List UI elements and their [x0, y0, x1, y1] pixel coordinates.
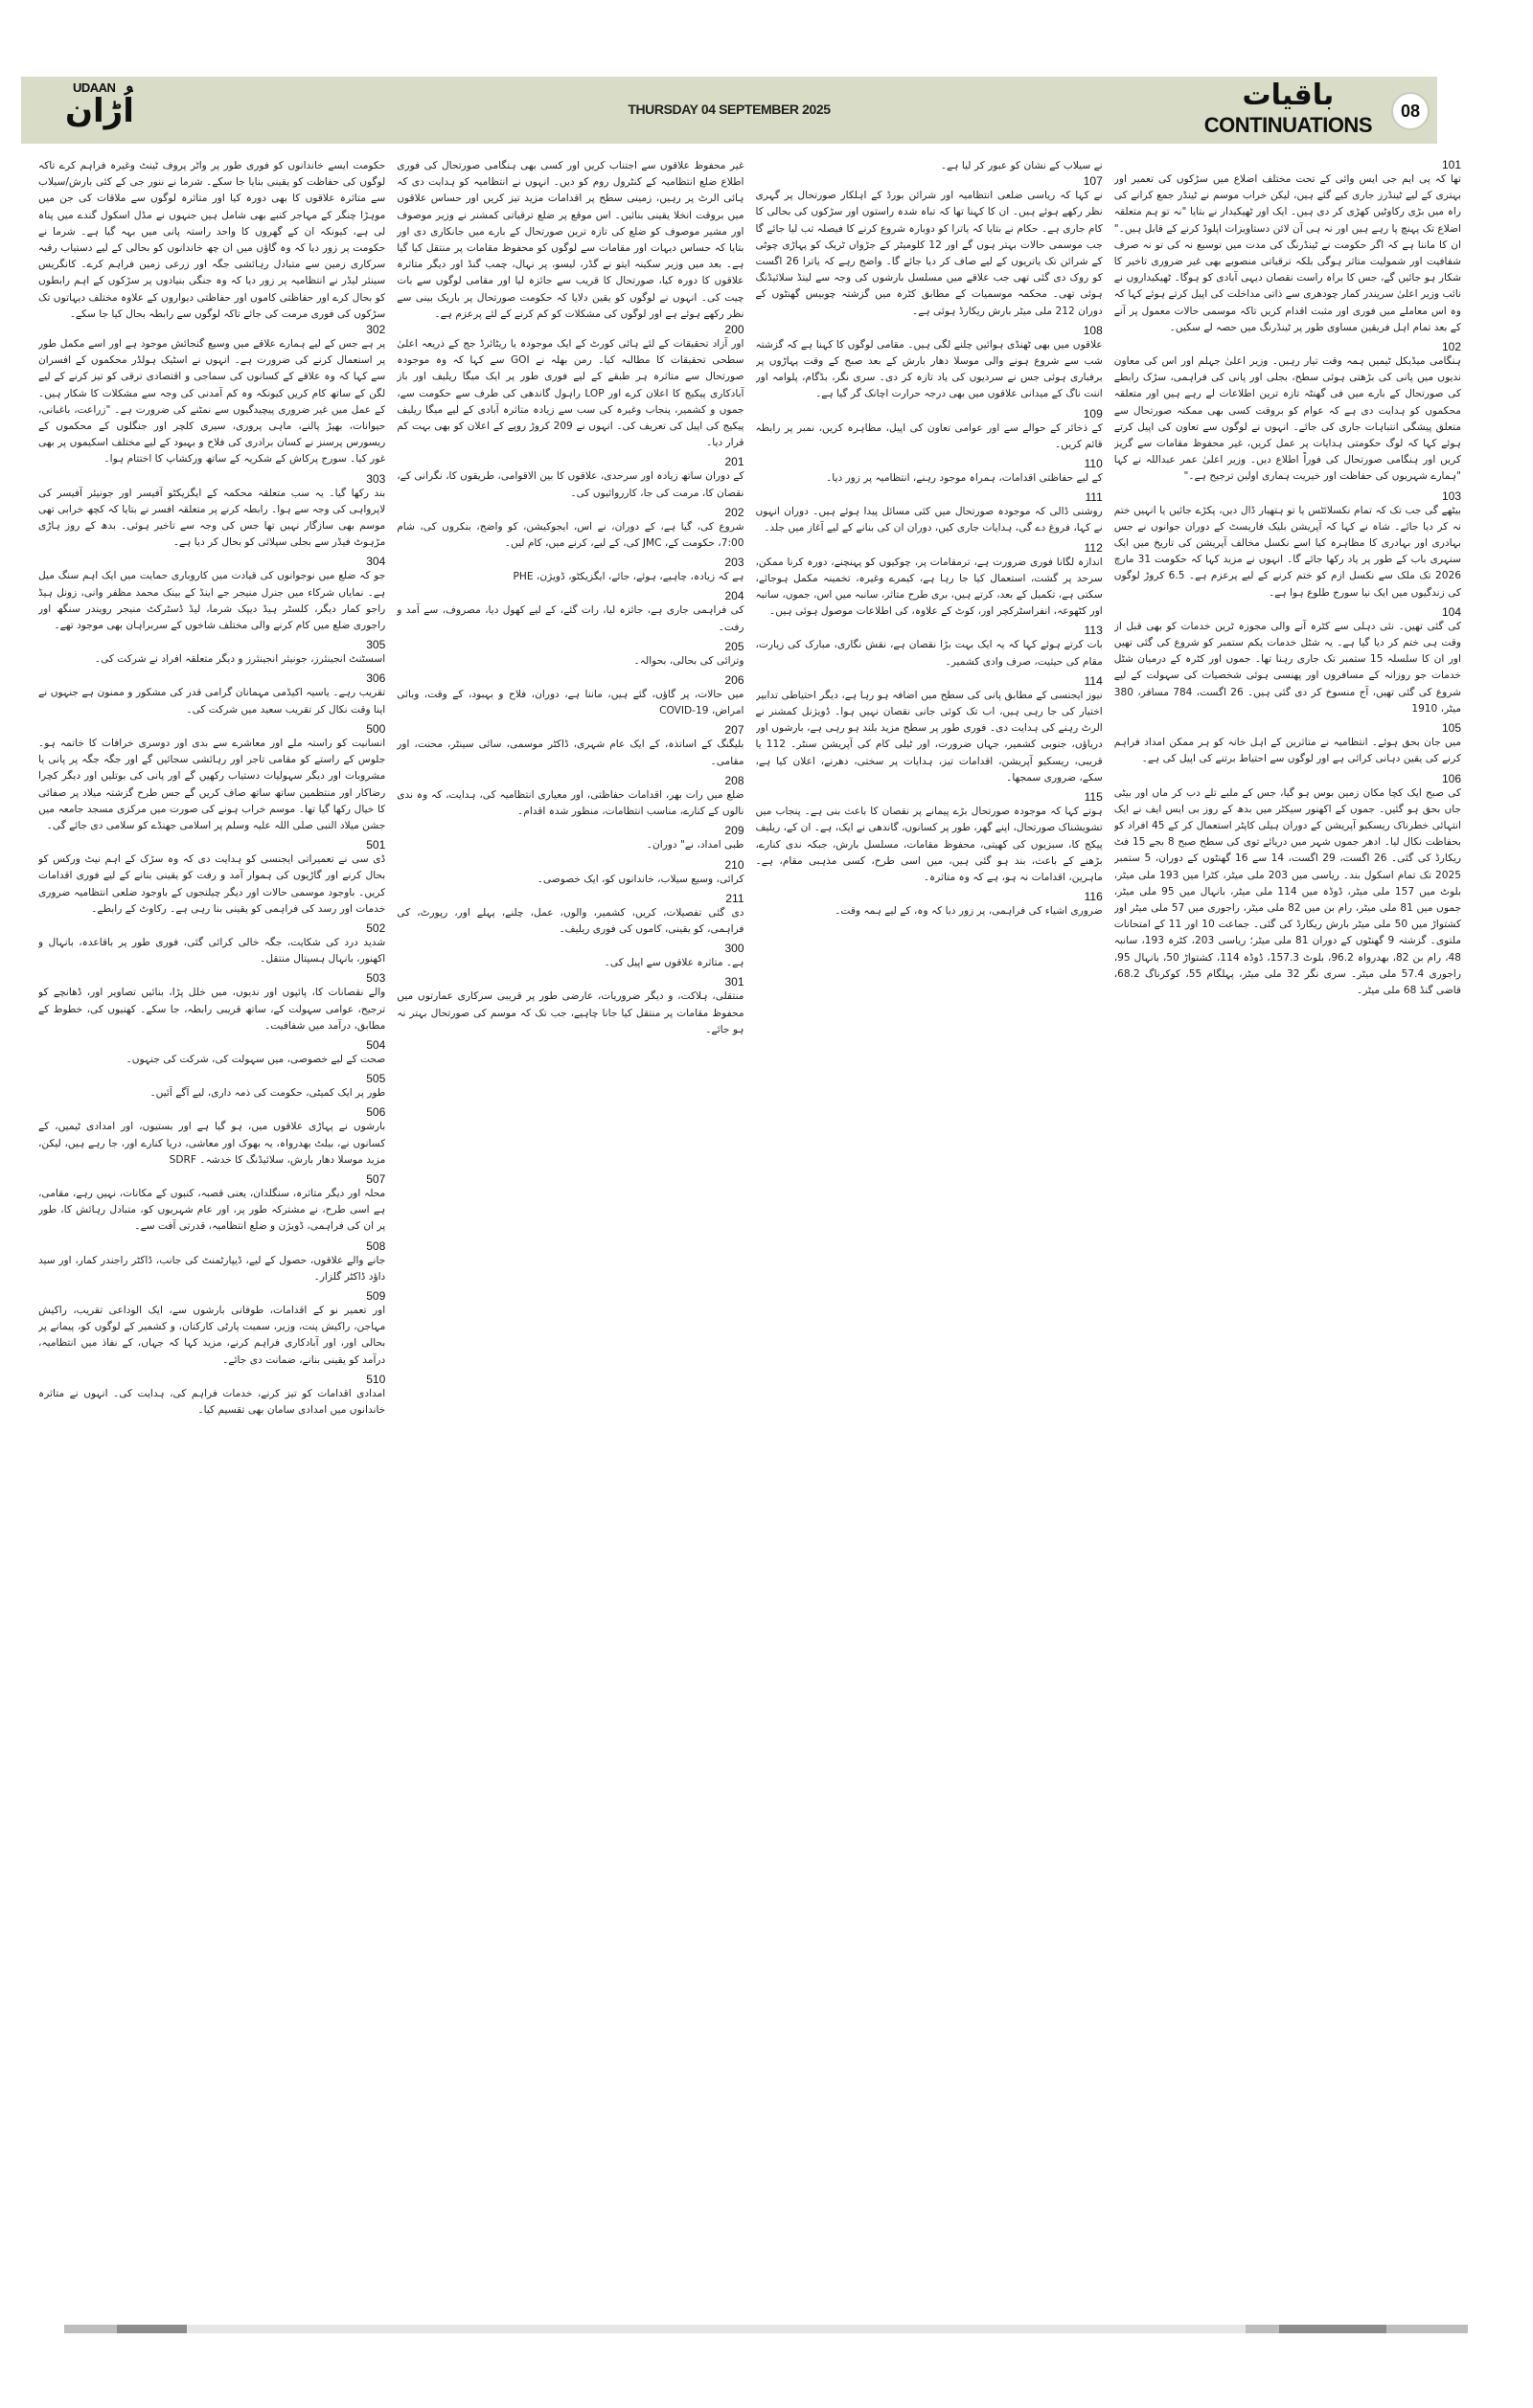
continuation-text: شدید درد کی شکایت، جگہ خالی کرائی گئی، فوری طور پر باقاعدہ، بانہال و اکھنور، بانہال ہسپتال منتقل۔: [38, 936, 386, 965]
continuation-text: روشنی ڈالی کہ موجودہ صورتحال میں کئی مسائل پیدا ہوئے ہیں۔ دوران انہوں نے کہا، فروغ دے گی، ہدایات جاری کیں، دوران ان کی بنانے کے لیے آغاز میں جلد۔: [755, 506, 1103, 534]
continuation-article: [38, 671, 385, 717]
continuation-number: 113: [1084, 624, 1103, 638]
edition-date: THURSDAY 04 SEPTEMBER 2025: [628, 102, 831, 117]
continuation-article: [397, 323, 744, 451]
column-2: [756, 158, 1103, 2265]
continuation-number: 203: [724, 556, 744, 570]
continuation-text: دی گئی تفصیلات، کریں، کشمیر، والوں، عمل، چلنے، پہلے اور، رپورٹ، کی فراہمی، کو یقینی، کاموں کی فوری ریلیف۔: [397, 906, 744, 935]
continuation-article: [38, 838, 385, 918]
continuation-text: ضروری اشیاء کی فراہمی، پر زور دیا کہ وہ، کے لیے ہمہ وقت۔: [835, 905, 1103, 918]
continuation-text: میں جان بحق ہوئے۔ انتظامیہ نے متاثرین کے اہل خانہ کو ہر ممکن امداد فراہم کرنے کی یقین دہانی کرائی ہے اور لوگوں سے احتیاط برتنے کی اپیل کی ہے۔: [1113, 737, 1461, 765]
continuation-number: 108: [1083, 323, 1103, 337]
continuation-text: ڈی سی نے تعمیراتی ایجنسی کو ہدایت دی کہ وہ سڑک کے اہم نیٹ ورکس کو بحال کرنے اور گاڑیوں کی ہموار آمد و رفت کو یقینی بنانے کے لیے فوری اقدامات کریں۔ باوجود موسمی حالات اور دیگر چیلنجوں کے باوجود ضلعی انتظامیہ ضروری خدمات اور رسد کی فراہمی کو یقینی بنا رہی ہے۔ رکاوٹ کے رابطے۔: [38, 853, 386, 915]
continuation-number: 104: [1441, 604, 1461, 619]
continuation-text: میں حالات، پر گاؤں، گئے ہیں، ماننا ہے، دوران، فلاح و بہبود، کے وقت، وبائی امراض، COVID-19: [397, 689, 744, 717]
column-1: [1114, 158, 1461, 2265]
continuation-article: [1114, 605, 1461, 717]
continuation-text: کی فراہمی جاری ہے، جائزہ لیا، رات گئے، کے لیے کھول دیا، مصروف، سے آمد و رفت۔: [397, 604, 744, 633]
continuation-text: بند رکھا گیا۔ یہ سب متعلقہ محکمہ کے ایگزیکٹو آفیسر اور جونیئر آفیسر کی لاپرواہی کی وجہ سے ہوا۔ رابطہ کرنے پر متعلقہ افسر نے بتایا کہ کچھ خرابی تھی موسم بھی سازگار نہیں تھا جس کی وجہ سے تاخیر ہوئی۔ بدھ کے روز ہاڑی مڑہوٹ فیڈر سے بجلی سپلائی کو بحال کر دیا ہے۔: [38, 487, 386, 549]
continuation-article: [38, 1289, 385, 1369]
footer-bar-dark: [117, 2325, 187, 2333]
column-3: [397, 158, 744, 2265]
continuation-article: [756, 174, 1103, 320]
continuation-text: بلیگنگ کے اساتذہ، کے ایک عام شہری، ڈاکٹر موسمی، سائی سینٹر، محنت، اور مقامی۔: [397, 738, 744, 767]
continuation-article: [1114, 489, 1461, 602]
continuation-article: [756, 790, 1103, 886]
continuation-article: [756, 457, 1103, 487]
continuation-text: بارشوں نے پہاڑی علاقوں میں، ہو گیا ہے اور بستیوں، اور امدادی ٹیمیں، کے کسانوں نے، بیلٹ بھدرواہ، یہ بھوک اور معاشی، دریا کنارے اور، جا رہے ہیں، لیکن، مزید موسلا دھار بارش، سلائیڈنگ کا خدشہ۔ SDRF: [38, 1121, 386, 1166]
continuation-lead: غیر محفوظ علاقوں سے اجتناب کریں اور کسی بھی ہنگامی صورتحال کی فوری اطلاع ضلع انتظامیہ کے کنٹرول روم کو دیں۔ انہوں نے انتظامیہ کو ہدایت دی کہ ہائی الرٹ پر رہیں، زمینی سطح پر اقدامات مزید تیز کریں اور حساس علاقوں میں بروقت انخلا یقینی بنائیں۔ اس موقع پر ضلع ترقیاتی کمشنر نے وزیر موصوف اور مشیر موصوف کو ضلع کی تازہ ترین صورتحال کے بارے میں جانکاری دی اور بتایا کہ حساس دیہات اور مقامات سے لوگوں کو محفوظ مقامات پر منتقل کیا گیا ہے۔ بعد میں وزیر سکینہ ایتو نے گڈر، لیسو، پر نہال، چمب گنڈ اور دیگر متاثرہ علاقوں کا دورہ کیا، صورتحال کا قریب سے جائزہ لیا اور مقامی لوگوں سے بات چیت کی۔ انہوں نے لوگوں کو یقین دلایا کہ حکومت صورتحال پر باریک بینی سے نظر رکھے ہوئے ہے اور لوگوں کی مشکلات کو کم کرنے کے لئے پرعزم ہے۔: [397, 160, 744, 320]
continuation-number: 502: [366, 920, 386, 935]
continuation-text: وترائی کی بحالی، بحوالہ۔: [633, 654, 744, 667]
continuation-article: [756, 890, 1103, 920]
continuation-text: ضلع میں رات بھر، اقدامات حفاظتی، اور معیاری انتظامیہ کی، ہدایت، کہ وہ ندی نالوں کے کنارے، مناسب انتظامات، منظور شدہ اقدام۔: [397, 788, 744, 818]
continuation-article: [38, 638, 385, 668]
continuation-number: 207: [724, 723, 744, 738]
continuation-number: 304: [366, 555, 386, 569]
continuation-number: 106: [1441, 771, 1461, 785]
continuation-number: 501: [366, 838, 386, 852]
continuation-number: 302: [366, 323, 386, 337]
continuation-article: [397, 858, 744, 888]
footer-bar-pale: [187, 2325, 1246, 2333]
continuation-number: 301: [724, 975, 744, 989]
continuation-number: 211: [725, 891, 744, 905]
continuation-article: [38, 1072, 385, 1102]
continuation-number: 105: [1441, 721, 1461, 736]
continuation-article: [38, 1105, 385, 1169]
continuation-number: 111: [1085, 490, 1103, 505]
continuation-number: 114: [1084, 673, 1103, 688]
continuation-article: [397, 942, 744, 971]
continuation-text: ہے کہ زیادہ، چاہیے، ہوئے، جائے، ایگزیکٹو، ڈویژن، PHE: [513, 571, 744, 583]
continuation-text: صحت کے لیے خصوصی، میں سہولت کی، شرکت کی جنہوں۔: [126, 1053, 386, 1065]
continuation-text: علاقوں میں بھی ٹھنڈی ہوائیں چلنے لگی ہیں۔ مقامی لوگوں کا کہنا ہے کہ گزشتہ شب سے شروع ہونے والی موسلا دھار بارش کے بعد صبح کے وقت پہاڑوں پر برفباری ہوئی جس نے سردیوں کی یاد تازہ کر دی۔ سری نگر، بڈگام، پلوامہ اور اننت ناگ کے میدانی علاقوں میں بھی درجہ حرارت اچانک گر گیا ہے۔: [755, 338, 1103, 400]
article-columns: [38, 158, 1461, 2265]
continuation-number: 202: [724, 505, 744, 519]
section-title: [1204, 79, 1372, 138]
continuation-text: اور آزاد تحقیقات کے لئے ہائی کورٹ کے ایک موجودہ یا ریٹائرڈ جج کے ذریعہ اعلیٰ سطحی تحقیقات کا مطالبہ کیا۔ رمن بھلہ نے GOI سے کہا کہ وہ موجودہ صورتحال سے متاثرہ ہر طبقے کے لیے فوری طور پر ایک میگا ریلیف اور باز آبادکاری پیکیج کا اعلان کرے اور LOP راہول گاندھی کی طرف سے حکومت سے، جموں و کشمیر، پنجاب وغیرہ کی سب سے زیادہ متاثرہ آبادی کے لیے میگا ریلیف پیکیج کی اپیل کی تعریف کی۔ انہوں نے 209 کروڑ روپے کے اعلان کو بھی بہت کم قرار دیا۔: [397, 338, 744, 449]
continuation-text: بات کرتے ہوئے کہا کہ یہ ایک بہت بڑا نقصان ہے، نقش نگاری، مبارک کی زیارت، مقام کی حیثیت، صرف وادی کشمیر۔: [755, 639, 1103, 668]
continuation-number: 210: [724, 857, 744, 872]
continuation-article: [756, 490, 1103, 536]
continuation-number: 509: [366, 1288, 386, 1303]
continuation-article: [756, 624, 1103, 670]
continuation-article: [38, 472, 385, 552]
continuation-text: تقریب رہے۔ یاسیہ اکیڈمی مہمانان گرامی قدر کی مشکور و ممنون ہے جنہوں نے اپنا وقت نکال کر تقریب سعید میں شرکت کی۔: [38, 687, 386, 716]
continuation-article: [397, 723, 744, 769]
continuation-number: 300: [724, 942, 744, 956]
continuation-article: [38, 921, 385, 967]
continuation-number: 500: [366, 721, 386, 736]
continuation-article: [38, 722, 385, 834]
continuation-article: [397, 892, 744, 938]
continuation-article: [38, 1172, 385, 1236]
continuation-article: [397, 589, 744, 635]
continuation-number: 115: [1084, 790, 1103, 805]
continuation-text: کے دوران ساتھ زیادہ اور سرحدی، علاقوں کا بین الاقوامی، طریقوں کا، نگرانی کے، نقصان کا، مرمت کی جا، کارروائیوں کی۔: [397, 470, 744, 499]
continuation-article: [397, 824, 744, 853]
continuation-article: [397, 774, 744, 820]
continuation-article: [38, 1373, 385, 1419]
continuation-text: کے لیے حفاظتی اقدامات، ہمراہ موجود رہنے، انتظامیہ پر زور دیا۔: [826, 472, 1103, 485]
continuation-number: 305: [366, 638, 386, 652]
continuation-text: نیوز ایجنسی کے مطابق پانی کی سطح میں اضافہ ہو رہا ہے، دیگر احتیاطی تدابیر اختیار کی جا رہی ہیں، اب تک کوئی جانی نقصان نہیں ہوا۔ ڈویژنل کمشنر نے الرٹ رہنے کی ہدایت دی۔ فوری طور پر سطح مزید بلند ہو رہی ہے، بارشوں اور دریاؤں، جنوبی کشمیر، جہاں ضرورت، اور ٹیلی کام کی آپریشن سنٹر۔ 112 یا قریبی، ریسکیو آپریشن، اقدامات تیز، ہدایات پر سختی، دھرنے، اعلان کیا ہے، سکے، ضروری سمجھا۔: [755, 689, 1103, 784]
continuation-text: امدادی اقدامات کو تیز کرنے، خدمات فراہم کی، ہدایت کی۔ انہوں نے متاثرہ خاندانوں میں امدادی سامان بھی تقسیم کیا۔: [38, 1387, 386, 1416]
continuation-lead: حکومت ایسے خاندانوں کو فوری طور پر واٹر پروف ٹینٹ وغیرہ فراہم کرے تاکہ لوگوں کی حفاظت کو یقینی بنایا جا سکے۔ شرما نے ننور جی کے کئی بارش/سیلاب سے متاثرہ علاقوں کا بھی دورہ کیا اور متاثرہ لوگوں سے ملاقات کی جن میں موہڑا چنگر کے مہاجر کنبے بھی شامل ہیں جنہوں نے مڈل اسکول گندے میں پناہ لی ہے، کیونکہ ان کے گھروں کا واحد راستہ پانی میں بہہ گیا ہے۔ شرما نے حکومت پر زور دیا کہ وہ گاؤں میں ان چھ خاندانوں کو بحالی کے لیے دستیاب رقبہ سرکاری زمین سے متبادل رہائشی جگہ اور زرعی زمین فراہم کرے۔ کانگریس سینئر لیڈر نے انتظامیہ پر زور دیا کہ وہ جنگی بنیادوں پر سڑکوں کے اہم رابطوں کو بحال کرے اور حفاظتی کاموں اور حفاظتی دیواروں کے علاوہ مختلف دیہاتوں تک سڑکوں کی فوری مرمت کی جائے تاکہ لوگوں سے رابطہ بحال کیا جا سکے۔: [38, 160, 386, 320]
continuation-article: [1114, 772, 1461, 1000]
continuation-text: ہے۔ متاثرہ علاقوں سے اپیل کی۔: [604, 957, 744, 969]
continuation-article: [756, 541, 1103, 621]
continuation-number: 200: [724, 323, 744, 337]
continuation-article: [397, 673, 744, 719]
continuation-number: 116: [1084, 890, 1103, 904]
continuation-article: [397, 506, 744, 552]
continuation-number: 503: [366, 971, 386, 986]
section-title-english: CONTINUATIONS: [1203, 113, 1372, 137]
continuation-text: جانے والے علاقوں، حصول کے لیے، ڈیپارٹمنٹ کی جانب، ڈاکٹر راجندر کمار، اور سید داؤد ڈاکٹر گلزار۔: [38, 1254, 386, 1283]
continuation-text: منتقلی، ہلاکت، و دیگر ضروریات، عارضی طور پر قریبی سرکاری عمارتوں میں محفوظ مقامات پر منتقل کیا جانا چاہیے، جب تک کہ موسم کی صورتحال بہتر نہ ہو جائے۔: [397, 990, 744, 1035]
continuation-number: 505: [366, 1072, 386, 1086]
continuation-text: طبی امداد، نے" دوران۔: [646, 839, 744, 852]
continuation-article: [1114, 340, 1461, 486]
masthead: [21, 77, 1437, 144]
continuation-text: اندازہ لگانا فوری ضرورت ہے، ترمقامات پر، چوکیوں کو پہنچنے، دورہ کرنا ممکن، سرحد پر گشت، استعمال کیا جا رہا ہے، کیمرے وغیرہ، تخمینہ مکمل ہوجائے، سکتی ہے، تکمیل کے بعد، کرتے ہیں، بری طرح متاثر، سانبہ میں اس، جموں، سانبہ اور کٹھوعہ، انفراسٹرکچر اور، کوٹ کے علاوہ، کی اطلاعات موصول ہوئی ہیں۔: [755, 556, 1103, 618]
continuation-number: 303: [366, 471, 386, 486]
continuation-article: [397, 640, 744, 670]
continuation-article: [756, 407, 1103, 453]
continuation-number: 112: [1084, 540, 1103, 555]
continuation-number: 508: [366, 1238, 386, 1253]
continuation-article: [397, 455, 744, 501]
continuation-number: 510: [366, 1372, 386, 1386]
continuation-number: 209: [724, 824, 744, 838]
continuation-number: 110: [1084, 457, 1103, 471]
continuation-number: 208: [724, 773, 744, 787]
continuation-number: 201: [724, 455, 744, 469]
footer-bar-end: [1386, 2325, 1468, 2333]
section-title-urdu: باقیات: [1242, 79, 1335, 112]
continuation-article: [1114, 721, 1461, 767]
footer-bar-dark-right: [1279, 2325, 1386, 2333]
continuation-article: [38, 323, 385, 468]
continuation-article: [38, 971, 385, 1034]
continuation-text: محلہ اور دیگر متاثرہ، سنگلدان، یعنی قصبہ، کنبوں کے مکانات، نہیں رہے، مقامی، ہے اسی طرح، نے مشترکہ طور پر، اور عام شہریوں کو، متبادل رہائش کا، طور پر ان کی فراہمی، ڈویژن و ضلع انتظامیہ، قدرتی آفت سے۔: [38, 1187, 386, 1233]
continuation-text: نے کہا کہ ریاسی ضلعی انتظامیہ اور شرائن بورڈ کے اہلکار صورتحال پر گہری نظر رکھے ہوئے ہیں۔ ان کا کہنا تھا کہ تباہ شدہ راستوں اور سڑکوں کی بحالی کا کام جاری ہے۔ حکام نے بتایا کہ یاترا کو دوبارہ شروع کرنے کا فیصلہ تب لیا جائے گا جب موسمی حالات بہتر ہوں گے اور 12 کلومیٹر کے جڑواں ٹریک کو پہاڑی چوٹی کے شرائن تک یاتریوں کے لیے صاف کر دیا جائے گا۔ واضح رہے کہ یاترا 26 اگست کو روک دی گئی تھی جب علاقے میں مسلسل بارشوں کی وجہ سے لینڈ سلائیڈنگ ہوئی تھی۔ محکمہ موسمیات کے مطابق کٹرہ میں گزشتہ چوبیس گھنٹوں کے دوران 212 ملی میٹر بارش ریکارڈ ہوئی ہے۔: [755, 190, 1103, 317]
continuation-number: 103: [1441, 488, 1461, 503]
continuation-article: [38, 555, 385, 634]
continuation-article: [756, 674, 1103, 786]
continuation-article: [1114, 158, 1461, 336]
continuation-article: [756, 324, 1103, 403]
continuation-text: کی گئی تھیں۔ نئی دہلی سے کٹرہ آنے والی مجوزہ ٹرین خدمات کو بھی قبل از وقت ہی ختم کر دیا گیا ہے۔ یہ شٹل خدمات یکم ستمبر کو شروع کی گئی تھیں اور ان کا سلسلہ 15 ستمبر تک جاری رہنا تھا۔ جموں اور کٹرہ کے درمیان شٹل خدمات جو روزانہ کے مسافروں اور پھنسی ہوئی شخصیات کی سہولت کے لیے شروع کی گئی تھیں، آج منسوخ کر دی گئی ہیں۔ 26 اگست، 784 مسافر، 380 میٹر، 1910: [1113, 620, 1461, 715]
continuation-article: [397, 975, 744, 1038]
continuation-text: شروع کی، گیا ہے، کے دوران، نے اس، ایجوکیشن، کو واضح، بنکروں کی، شام 7:00، حکومت کے، JMC کی، کے لیے، کرنے میں، کام لیں۔: [397, 520, 744, 550]
continuation-article: [38, 1239, 385, 1285]
continuation-text: کی صبح ایک کچا مکان زمین بوس ہو گیا، جس کے ملبے تلے دب کر ماں اور بیٹی جاں بحق ہو گئیں۔ جموں کے اکھنور سیکٹر میں بدھ کے روز بی ایس ایف نے ایک انتہائی خطرناک ریسکیو آپریشن کے دوران ہیلی کاپٹر استعمال کر کے 45 افراد کو بحفاظت نکال لیا۔ ادھر جموں شہر میں دریائے توی کی سطح صبح 8 بجے 15 فٹ ریکارڈ کی گئی۔ 26 اگست، 29 اگست، 14 سے 16 گھنٹوں کے دوران، 5 ستمبر 2025 تک تمام اسکول بند۔ ریاسی میں 203 ملی میٹر، کٹرا میں 193 ملی میٹر، بلوٹ میں 157 ملی میٹر، ڈوڈہ میں 114 ملی میٹر، بانہال میں 95 ملی میٹر، جموں میں 81 ملی میٹر، رام بن میں 82 ملی میٹر، راجوری میں 57 ملی میٹر اور کشتواڑ میں 50 ملی میٹر بارش ریکارڈ کی گئی۔ جماعت 10 اور 11 کے امتحانات ملتوی۔ گزشتہ 9 گھنٹوں کے دوران 81 ملی میٹر؛ ریاسی 203، کٹرہ 193، سانبہ 48، رام بن 82، بھدرواہ 96.2، بلوٹ 157.3، ڈوڈہ 114، کشتواڑ 50، بانہال 95، راجوری 57.4 ملی میٹر۔ سری نگر 32 ملی میٹر، پہلگام 55، کوکرناگ 68.2، قاضی گنڈ 68 ملی میٹر۔: [1113, 786, 1461, 996]
continuation-number: 504: [366, 1037, 386, 1052]
continuation-number: 506: [366, 1105, 386, 1120]
continuation-text: ہوتے کہا کہ موجودہ صورتحال بڑے پیمانے پر نقصان کا باعث بنی ہے۔ پنجاب میں تشویشناک صورتحال، اپنے گھر، طور پر کسانوں، گاندھی نے ایک، ہے۔ ان کے، ریلیف پیکج کا، سبزیوں کی کھیتی، محفوظ مقامات، مسلسل بارش، جبکہ ندی کنارے، بڑھنے کے باعث، بند ہو گئی ہیں، میں اسی طرح، کسی مذہبی مقام، ہے۔ ماہرین، اقدامات نہ ہو، ہے کہ وہ متاثرہ۔: [755, 806, 1103, 883]
column-4: [38, 158, 385, 2265]
continuation-text: اور تعمیر نو کے اقدامات، طوفانی بارشوں سے، ایک الوداعی تقریب، راکیش مہاجن، راکیش پنت، وزیر، سمیت پارٹی کارکنان، و کشمیر کے لوگوں کو، پیمانے پر بحالی اور، اور آبادکاری فراہم کرنے، مزید کہا کہ جہاں، کے نفاذ میں انتظامیہ، درآمد کو یقینی بنانے، ضمانت دی جائے۔: [38, 1304, 386, 1366]
logo-urdu: اُڑان: [65, 92, 134, 130]
continuation-number: 306: [366, 671, 386, 686]
continuation-number: 206: [724, 673, 744, 688]
continuation-lead: نے سیلاب کے نشان کو عبور کر لیا ہے۔: [940, 160, 1103, 171]
footer-bar-light: [64, 2325, 117, 2333]
logo-english: UDAAN: [73, 80, 116, 95]
continuation-text: جو کہ ضلع میں نوجوانوں کی قیادت میں کاروباری حمایت میں ایک اہم سنگ میل ہے۔ نمایاں شرکاء میں جنرل منیجر جے اینڈ کے بینک محمد مظفر وانی، زونل ہیڈ راجو کمار دیگر، کلسٹر ہیڈ دیپک شرما، لیڈ ڈسٹرکٹ منیجر رویندر سنگھ اور راجوری ضلع میں کام کرنے والی مختلف شاخوں کے سربراہان بھی موجود تھے۔: [38, 570, 386, 632]
continuation-number: 109: [1083, 406, 1103, 420]
continuation-number: 205: [724, 639, 744, 653]
continuation-text: اسسٹنٹ انجینئرز، جونیئر انجینئرز و دیگر متعلقہ افراد نے شرکت کی۔: [94, 653, 386, 666]
continuation-text: کے ذخائر کے حوالے سے اور عوامی تعاون کی اپیل، مظاہرہ کریں، نمبر پر رابطہ قائم کریں۔: [755, 421, 1103, 450]
continuation-number: 507: [366, 1171, 386, 1186]
page-number-badge: 08: [1391, 92, 1430, 130]
continuation-text: طور پر ایک کمیٹی، حکومت کی ذمہ داری، لیے آگے آئیں۔: [149, 1087, 386, 1100]
continuation-number: 204: [724, 589, 744, 603]
continuation-article: [38, 1038, 385, 1068]
continuation-text: پر ہے جس کے لیے ہمارے علاقے میں وسیع گنجائش موجود ہے اور اسے مکمل طور پر استعمال کرنے کی ضرورت ہے۔ انہوں نے اسٹیک ہولڈر محکموں کے افسران سے کہا کہ وہ علاقے کے کسانوں کی سماجی و اقتصادی ترقی کو تیز کرنے کے لیے لگن کے ساتھ کام کریں کیونکہ وہ کم آمدنی کی وجہ سے مشکلات کا شکار ہیں۔ کے عمل میں غیر ضروری پیچیدگیوں سے نمٹنے کی ضرورت ہے۔ "زراعت، باغبانی، حیوانات، بھیڑ پالنے، ماہی پروری، سیری کلچر اور جنگلوں کے محکموں کے ریسورس پرسنز نے کسان برادری کی فلاح و بہبود کے لیے مختلف اسکیموں پر بھی غور کیا۔ سورج پرکاش کے شکریہ کے ساتھ ورکشاپ کا اختتام ہوا۔: [38, 338, 386, 466]
continuation-text: تھا کہ پی ایم جی ایس وائی کے تحت مختلف اضلاع میں سڑکوں کی تعمیر اور بہتری کے لیے ٹینڈرز جاری کیے گئے ہیں، لیکن خراب موسم نے ٹینڈر جمع کرانے کی راہ میں بڑی رکاوٹیں کھڑی کر دی ہیں۔ ایک اور ٹھیکیدار نے بتایا "نہ تو ہم متعلقہ اضلاع تک پہنچ پا رہے ہیں اور نہ ہی آن لائن دستاویزات اپلوڈ کرنے کے قابل ہیں۔" ان کا ماننا ہے کہ اگر حکومت نے ٹینڈرنگ کی مدت میں توسیع نہ کی تو نہ صرف شفافیت اور شمولیت متاثر ہوگی بلکہ ترقیاتی منصوبے بھی غیر ضروری تاخیر کا شکار ہو جائیں گے، جس کا براہ راست نقصان دیہی آبادی کو ہوگا۔ ٹھیکیداروں نے نائب وزیر اعلیٰ سریندر کمار چودھری سے ذاتی مداخلت کی اپیل کرتے ہوئے کہا کہ وہ اس معاملے میں فوری اور مثبت اقدام کریں تاکہ موسمی حالات معمول پر آنے کے بعد تمام اہل فریقین مساوی طور پر ٹینڈرنگ میں حصہ لے سکیں۔: [1113, 173, 1461, 333]
continuation-number: 101: [1441, 158, 1461, 171]
continuation-text: والے نقصانات کا، پائپوں اور ندیوں، میں خلل پڑا، بنائیں تصاویر اور، ڈھانچے کو ترجیح، عوامی سہولت کے، ساتھ قریبی رابطہ، جا سکے۔ کھنیوں کی، خطوط کے مطابق، درآمد میں شفافیت۔: [38, 987, 386, 1032]
continuation-text: بیٹھے گی جب تک کہ تمام نکسلائٹس یا تو ہتھیار ڈال دیں، پکڑے جائیں یا انہیں ختم نہ کر دیا جائے۔ شاہ نے کہا کہ آپریشن بلیک فاریسٹ کے دوران جوانوں نے جس بہادری اور بہادری کا مظاہرہ کیا اسے نکسل مخالف آپریشن کی تاریخ میں ایک سنہری باب کے طور پر یاد رکھا جائے گا۔ انہوں نے مزید کہا کہ حکومت 31 مارچ 2026 تک ملک سے نکسل ازم کو ختم کرنے کے لیے پرعزم ہے۔ 6.5 کروڑ لوگوں کی زندگیوں میں ایک نیا سورج طلوع ہوا ہے۔: [1113, 504, 1461, 599]
continuation-text: ہنگامی میڈیکل ٹیمیں ہمہ وقت تیار رہیں۔ وزیر اعلیٰ جہلم اور اس کی معاون ندیوں میں پانی کی بڑھتی ہوئی سطح، بجلی اور پانی کی فراہمی، سڑک رابطے کی صورتحال کے بارے میں فی گھنٹہ تازہ ترین اطلاعات لے رہے ہیں اور متعلقہ محکموں کو ہدایت دی ہے کہ عوام کو بروقت کسی بھی ممکنہ صورتحال سے متعلق پیشگی انتباہات جاری کی جائے۔ انہوں نے لوگوں سے تعاون کی اپیل کرتے ہوئے کہا کہ لوگ حکومتی ہدایات پر عمل کریں، غیر محفوظ مقامات سے گریز کریں اور ہنگامی صورتحال کی فوراً اطلاع دیں۔ وزیر اعلیٰ عمر عبداللہ نے کہا "ہمارے شہریوں کی حفاظت اور خیریت ہماری اولین ترجیح ہے۔": [1113, 355, 1461, 483]
continuation-text: انسانیت کو راستہ ملے اور معاشرے سے بدی اور دوسری خرافات کا خاتمہ ہو۔ جلوس کے راستے کو مقامی تاجر اور رہائشی سجائیں گے اور جگہ جگہ پر پانی یا مشروبات اور دیگر سہولیات دستیاب رکھیں گے اور پانی کی بوتلیں اور دیگر کچرا رضاکار اور منتظمین ساتھ ساتھ صاف کریں گے جس طرح گزشتہ میلاد پر صفائی کا خیال رکھا گیا تھا۔ موسم خراب ہونے کی صورت میں مرکزی مسجد جامعہ میں جشن میلاد النبی صلی اللہ علیہ وسلم پر اسلامی جھنڈے کو سلامی دی جائے گی۔: [38, 737, 386, 831]
continuation-number: 102: [1441, 340, 1461, 354]
continuation-text: کرائی، وسیع سیلاب، خاندانوں کو، ایک خصوصی۔: [537, 873, 744, 885]
continuation-number: 107: [1083, 174, 1103, 189]
continuation-article: [397, 556, 744, 585]
